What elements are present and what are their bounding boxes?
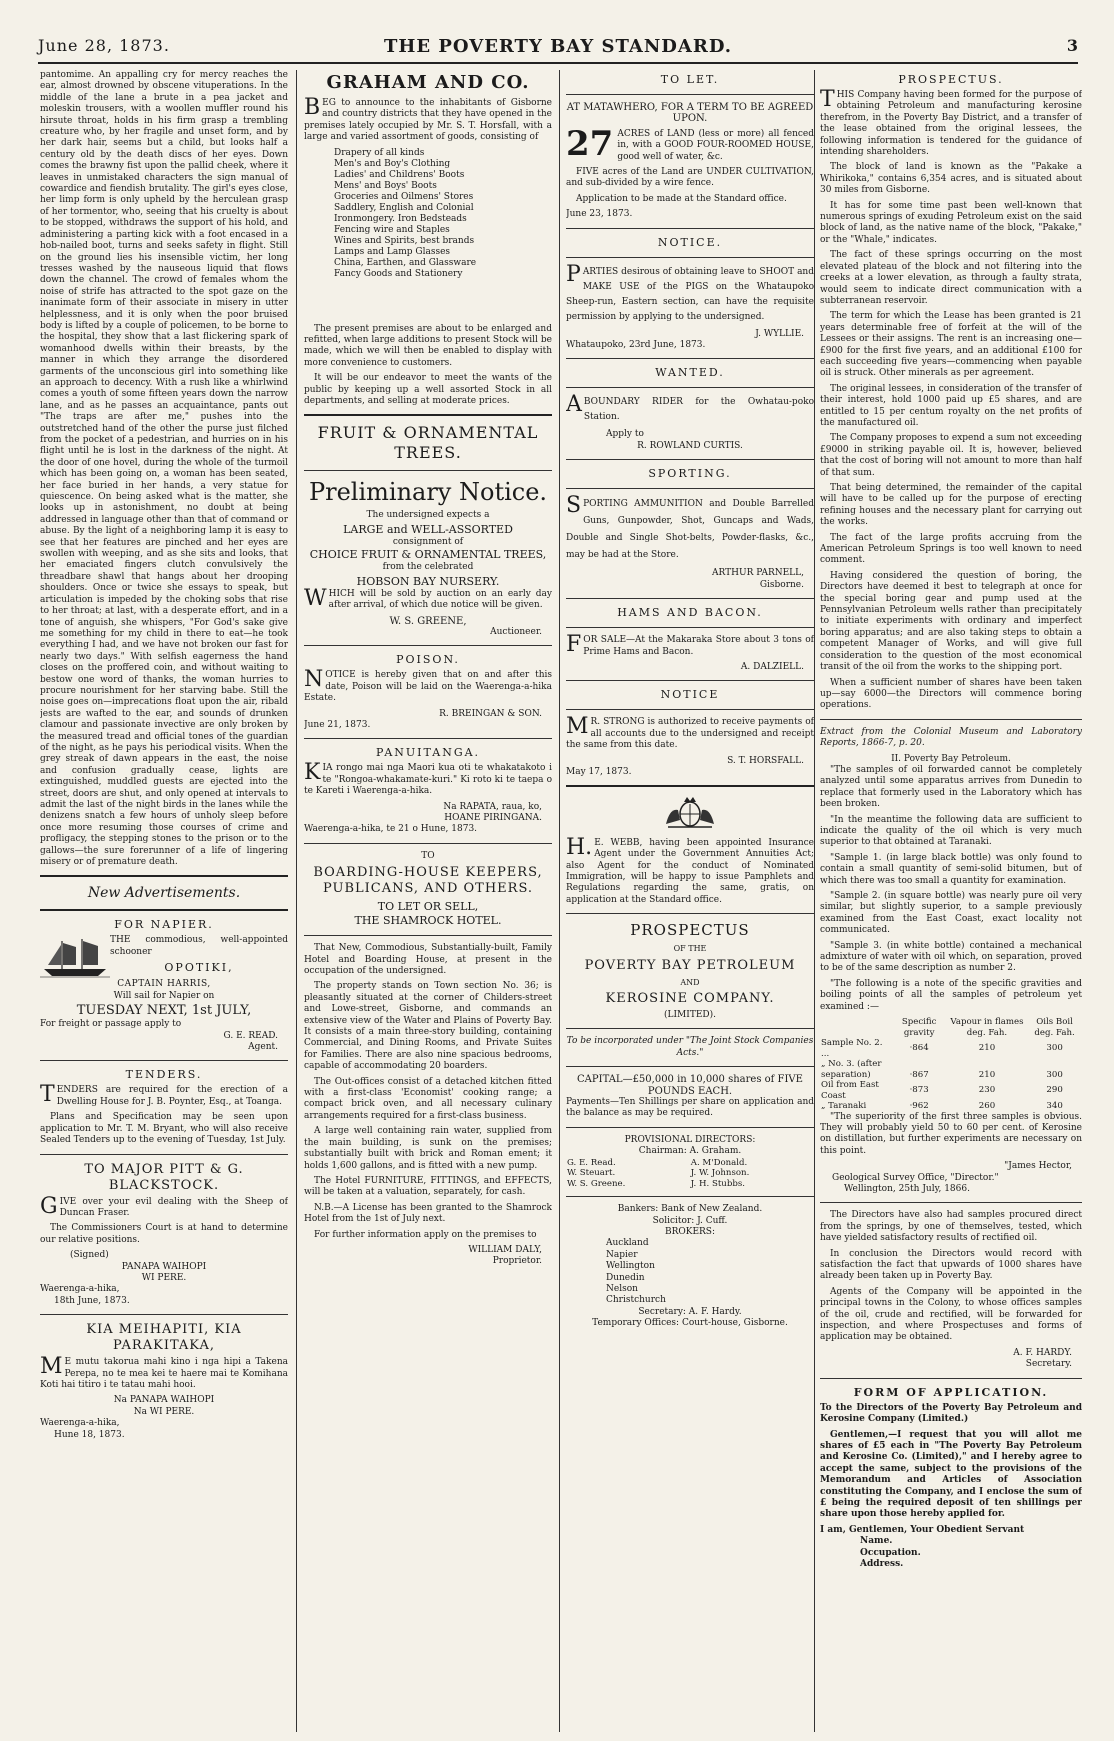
table-cell: 210 [978,1043,996,1054]
ad-line: OF THE [673,944,707,954]
poison-ad [304,653,552,731]
divider [566,257,814,258]
ad-heading: NOTICE [660,688,720,702]
hotel-name: THE SHAMROCK HOTEL. [354,914,502,928]
divider [566,228,814,229]
ad-heading: HAMS AND BACON. [617,606,763,620]
pitt-ad [40,1162,288,1308]
prospectus-article [820,73,1082,1371]
table-cell: Oil from East Coast [821,1080,879,1101]
divider [40,1314,288,1315]
quote-paragraph: "The samples of oil forwarded cannot be completely analyzed until some apparatus arrives from Dunedin to replace that formerly used in the Laboratory which has been broken. [820,764,1082,810]
sporting-ad [566,467,814,591]
signatory: ARTHUR PARNELL, [712,568,804,579]
company-name: POVERTY BAY PETROLEUM [584,957,796,973]
quote-paragraph: "In the meantime the following data are sufficient to indicate the quality of the oil which is very much superior to that obtained at Taranaki. [820,814,1082,848]
broker-city: Auckland [606,1238,649,1249]
solicitor: Solicitor: J. Cuff. [652,1215,728,1226]
agent-role: Agent. [248,1042,278,1053]
secretary: Secretary: A. F. Hardy. [638,1306,742,1317]
sail-line: Will sail for Napier on [113,990,215,1001]
article-paragraph: THIS Company having been formed for the purpose of obtaining Petroleum and manufacturing kerosine therefrom, in the Poverty Bay District, and a transfer of the lease obtained from the original lessees, the following information is tendered for the guidance of intending shareholders. [820,87,1082,158]
place: Gisborne. [759,579,804,590]
ad-heading: PANUITANGA. [375,746,481,760]
column-1 [40,70,288,1732]
broker-city: Dunedin [606,1272,645,1283]
ad-body: H.E. WEBB, having been appointed Insurance Agent under the Government Annuities Act; also Agent for the conduct of Nominated Immigration, will be happy to issue Pamphlets and Regulations regarding the same, gratis, on application at the Standard office. [566,834,814,905]
column-3 [566,70,814,1732]
article-paragraph: The Company proposes to expend a sum not exceeding £9000 in striking payable oil. It is, however, believed that the cost of boring will not amount to more than half of that sum. [820,433,1082,478]
divider [820,1378,1082,1379]
quote-paragraph: "The superiority of the first three samples is obvious. They will probably yield 50 to 60 per cent. of Kerosine on distillation, but further experiments are necessary on this point. [820,1111,1082,1156]
table-row [820,1059,1082,1070]
table-cell: „ Taranaki [821,1101,867,1112]
ad-heading: NOTICE. [657,235,723,249]
form-field-name: Name. [860,1536,893,1547]
list-item: Ladies' and Childrens' Boots [334,169,465,180]
ad-line: The undersigned expects a [366,510,490,521]
signatory: W. S. GREENE, [389,615,467,627]
director: W. S. Greene. [567,1178,626,1189]
divider [304,935,552,936]
directors-heading: PROVISIONAL DIRECTORS: [624,1134,756,1145]
table-row [566,1179,814,1190]
date: June 23, 1873. [566,209,633,220]
article-paragraph: The original lessees, in consideration of the transfer of their interest, hold 1000 paid up £5 shares, and are entitled to 15 per centum royalty on the net profits of the manufactured oil. [820,383,1082,428]
ad-line: AND [680,977,700,987]
ad-heading: TO LET. [660,73,720,86]
to-let-ad [566,73,814,221]
list-item: Saddlery, English and Colonial [334,202,474,213]
ad-line: To be incorporated under "The Joint Stock Companies Acts." [566,1036,814,1058]
article-paragraph: The block of land is known as the "Pakake a Whirikoka," contains 6,354 acres, and is situated about 30 miles from Gisborne. [820,162,1082,196]
ad-body: The Hotel FURNITURE, FITTINGS, and EFFECTS, will be taken at a valuation, separately, for cash. [304,1175,552,1198]
divider [566,1196,814,1197]
signatory: HOANE PIRINGANA. [444,812,542,823]
table-header: Vapour in flames deg. Fah. [950,1017,1024,1038]
ad-heading: KIA MEIHAPITI, KIA PARAKITAKA, [86,1322,242,1354]
ad-body: It will be our endeavor to meet the wants of the public by keeping up a well assorted Stock in all departments, and selling at moderate prices. [304,373,552,407]
place: Waerenga-a-hika, [40,1418,120,1429]
ad-heading: SPORTING. [648,467,732,481]
hams-ad [566,606,814,673]
form-body: Gentlemen,—I request that you will allot me shares of £5 each in "The Poverty Bay Petroleum and Kerosine Co. (Limited)," and I hereby agree to accept the same, subject to the provisions of the Memorandum and Articles of Association constituting the Company, and I enclose the sum of £ being the required deposit of ten shillings per share upon those hereby applied for. [820,1429,1082,1520]
table-header [820,1017,892,1038]
table-header-row [820,1017,1082,1038]
divider [566,488,814,489]
ad-heading: PROSPECTUS. [898,73,1004,86]
signatory-role: Secretary. [1025,1359,1072,1370]
signatory: Na PANAPA WAIHOPI [113,1395,215,1406]
table-header: Oils Boil deg. Fah. [1034,1017,1075,1038]
wanted-ad [566,366,814,452]
graham-ad [304,72,552,407]
divider [820,1202,1082,1203]
place: Waerenga-a-hika, [40,1284,120,1295]
table-cell: ·962 [909,1101,929,1112]
ad-heading: POISON. [396,653,460,667]
list-item: Men's and Boy's Clothing [334,158,451,169]
divider [304,645,552,646]
signatory: Na RAPATA, raua, ko, [443,801,542,812]
date: June 21, 1873. [304,719,371,730]
list-item: China, Earthen, and Glassware [334,257,477,268]
ad-heading: TO [421,850,435,861]
ad-heading: TENDERS. [125,1068,203,1082]
brokers-heading: BROKERS: [664,1226,716,1237]
article-paragraph: That being determined, the remainder of the capital will have to be called up for the purpose of erecting refining houses and the necessary plant for carrying out the works. [820,483,1082,528]
ad-body: FOR SALE—At the Makaraka Store about 3 tons of Prime Hams and Bacon. [566,632,814,658]
ad-body: MR. STRONG is authorized to receive payments of all accounts due to the undersigned and receipt the same from this date. [566,714,814,751]
list-item: Fancy Goods and Stationery [334,268,463,279]
table-row [820,1080,1082,1101]
ad-body: WHICH will be sold by auction on an early day after arrival, of which due notice will be given. [304,585,552,611]
list-item: Mens' and Boys' Boots [334,180,437,191]
divider [304,414,552,416]
column-2 [304,70,552,1732]
ad-body: The Out-offices consist of a detached kitchen fitted with a first-class 'Economist' cooking range; a compact brick oven, and all necessary culinary arrangements required for a first-class business. [304,1076,552,1121]
article-paragraph: When a sufficient number of shares have been taken up—say 6000—the Directors will commence boring operations. [820,677,1082,711]
director: W. Steuart. [567,1168,616,1179]
table-header: Specific gravity [901,1017,937,1038]
signed-label: (Signed) [70,1250,109,1261]
ad-line: CHOICE FRUIT & ORNAMENTAL TREES, [309,548,547,562]
acreage-number: 27 [566,123,614,164]
ad-line: TO LET OR SELL, [377,900,479,914]
quote-paragraph: "Sample 3. (in white bottle) contained a mechanical admixture of water with oil which, on separation, proved to be of the same description as number 2. [820,940,1082,974]
director: G. E. Read. [567,1157,616,1168]
ad-body: For further information apply on the premises to [314,1229,537,1240]
date: 18th June, 1873. [54,1295,130,1306]
captain-name: CAPTAIN HARRIS, [117,979,211,990]
article-paragraph: In conclusion the Directors would record with satisfaction the fact that upwards of 1000 shares have already been taken up in Poverty Bay. [820,1248,1082,1282]
table-cell [892,1059,947,1070]
ad-subheading: AT MATAWHERO, FOR A TERM TO BE AGREED UPON. [566,102,814,125]
ad-heading: WANTED. [655,366,725,380]
offices: Temporary Offices: Court-house, Gisborne. [592,1318,788,1329]
notice-pigs-ad [566,236,814,352]
date: May 17, 1873. [566,766,632,777]
royal-crest-icon [660,794,720,830]
divider [40,909,288,911]
divider [566,627,814,628]
table-cell: „ No. 3. (after [821,1059,882,1070]
form-heading: FORM OF APPLICATION. [853,1385,1049,1399]
quote-paragraph: "Sample 2. (in square bottle) was nearly pure oil very similar, but slightly superior, to a sample previously examined from the East Coast, exact locality not communicated. [820,891,1082,936]
divider [566,94,814,95]
goods-list [304,148,552,280]
divider [566,680,814,681]
quote-paragraph: "The following is a note of the specific gravities and boiling points of all the samples of petroleum yet examined :— [820,978,1082,1012]
page-number: 3 [1066,36,1078,55]
company-name: KEROSINE COMPANY. [605,991,775,1006]
director: J. H. Stubbs. [690,1178,745,1189]
table-cell: 340 [1046,1101,1063,1112]
brokers-list [566,1238,814,1306]
article-paragraph: The fact of the large profits accruing from the American Petroleum Springs is too well known to need comment. [820,532,1082,566]
ad-body: KIA rongo mai nga Maori kua oti te whakatakoto i te "Rongoa-whakamate-kuri." Ki roto ki te taepa o te Kareti i Waerenga-a-hika. [304,760,552,797]
divider [566,913,814,914]
ad-body: NOTICE is hereby given that on and after this date, Poison will be laid on the Waerenga-a-hika Estate. [304,667,552,704]
signatory: A. DALZIELL. [740,661,804,672]
table-cell [1027,1059,1082,1070]
signatory: PANAPA WAIHOPI [121,1261,207,1272]
ad-line: HOBSON BAY NURSERY. [356,574,500,588]
divider [566,358,814,359]
column-rule [814,70,815,1732]
signatory: Na WI PERE. [133,1406,195,1417]
divider [566,459,814,460]
ad-heading: FOR NAPIER. [114,918,214,932]
broker-city: Christchurch [606,1295,666,1306]
story-text: pantomime. An appalling cry for mercy reaches the ear, almost drowned by obscene vituperations. In the middle of the lane a brute in a pea jacket and moleskin trousers, with a woollen muffler round his hirsute throat, holds in his firm grasp a trembling creature who, by her fragile and unset form, and by her dark hair, seems but a child, but looks half a century old by the death discs of her eyes. Down comes the brawny fist upon the pallid cheek, where it leaves in unmistaked characters the sign manual of cowardice and fiendish brutality. The girl's eyes close, her limp form is only upheld by the herculean grasp of her tormentor, who, seeing that his cruelty is about to be stopped, withdraws the support of his hold, and administering a parting kick with a foot encased in a hob-nailed boot, turns and seeks safety in flight. Still on the ground lies his insensible victim, her long tresses washed by the nauseous liquid that flows down the channel. The crowd of females whom the noise of strife has attracted to the spot gaze on the inanimate form of their associate in misery in utter helplessness, and it is only when the poor bruised body is lifted by a couple of policemen, to be borne to the hospital, they show that a last flickering spark of womanhood dwells within their breasts, by the manner in which they arrange the disordered garments of the unconscious girl into something like an approach to decency. With a rush like a whirlwind comes a youth of some fifteen years down the narrow lane, and as he passes an acquaintance, pants out "The traps are after me," pushes into the outstretched hand of the other the purse just filched from the pocket of a pedestrian, and hurries on in his flight until he is lost in the darkness of the night. At the door of one hovel, during the whole of the turmoil which has been going on, a woman has been seated, her face buried in her hands, a very statue for quiescence. On being asked what is the matter, she looks up in astonishment, no doubt at being addressed in language other than that of command or abuse. By the light of a neighboring lamp it is easy to see that her features are pinched and her eyes are swollen with weeping, and as she sits and looks, that her emaciated fingers clutch convulsively the threadbare shawl that hangs about her drooping shoulders. Once or twice she essays to speak, but articulation is impeded by the choking sobs that rise to her throat; at last, with a desperate effort, and in a tone of anguish, she whispers, "For God's sake give me something for my child in there to eat—he took everything I had, and we have not broken our fast for nearly two days." With selfish eagerness the hand closes on the proffered coin, and without waiting to bestow one word of thanks, the woman hurries to procure nourishment for her starving babe. Still the noise goes on—imprecations float upon the air, ribald jests are wafted to the ear, and sounds of drunken clamour and passionate invective are only broken by the measured tread and official tones of the guardian of the night, as he pays his periodical visits. When the grey streak of dawn appears in the east, the noise and confusion gradually cease, lights are extinguished, muddled guests are ejected into the street, doors are shut, and only opened at intervals to admit the last of the night birds in the lanes while the denizens snatch a few hours of unholy sleep before once more resuming those courses of crime and profligacy, the stepping stones to the prison or to the gallows—the sure forerunner of a life of lingering misery or of premature death. [40,70,288,868]
table-cell: 290 [1046,1085,1063,1096]
signatory: WILLIAM DALY, [468,1244,542,1255]
tenders-ad [40,1068,288,1146]
ad-body: TENDERS are required for the erection of a Dwelling House for J. B. Poynter, Esq., at Toanga. [40,1082,288,1108]
extract-source: Extract from the Colonial Museum and Laboratory Reports, 1866-7, p. 20. [820,726,1082,749]
capital-line: CAPITAL—£50,000 in 10,000 shares of FIVE POUNDS EACH. [577,1074,803,1097]
issue-date: June 28, 1873. [38,36,170,55]
new-advertisements-heading: New Advertisements. [87,885,241,902]
form-close: I am, Gentlemen, Your Obedient Servant [820,1524,1025,1535]
column-rule [296,70,297,1732]
ad-heading: GRAHAM AND CO. [326,72,530,93]
ad-line: consignment of [392,536,464,547]
table-cell [947,1059,1027,1070]
ad-body: THE commodious, well-appointed schooner [110,935,288,957]
ad-heading: BOARDING-HOUSE KEEPERS, PUBLICANS, AND OTHERS. [313,865,543,897]
article-paragraph: It has for some time past been well-known that numerous springs of exuding Petroleum exist on the said block of land, as the native name of the block, "Pakake," or the "Whale," indicates. [820,200,1082,245]
divider [566,1127,814,1128]
table-row [820,1070,1082,1081]
divider [566,709,814,710]
ad-body: That New, Commodious, Substantially-built, Family Hotel and Boarding House, at present in the occupation of the undersigned. [304,943,552,976]
notice-strong-ad [566,688,814,778]
divider [40,875,288,877]
divider [566,387,814,388]
table-cell: 260 [978,1101,996,1112]
list-item: Drapery of all kinds [334,147,425,158]
apply-line: For freight or passage apply to [40,1019,182,1030]
date: Waerenga-a-hika, te 21 o Hune, 1873. [304,824,478,835]
napier-ad [40,918,288,1053]
signatory-role: Proprietor. [492,1256,542,1267]
form-field-occupation: Occupation. [860,1547,921,1558]
signatory: S. T. HORSFALL. [727,755,804,766]
ad-body: PARTIES desirous of obtaining leave to SHOOT and MAKE USE of the PIGS on the Whataupoko Sheep-run, Eastern section, can have the requisite permission by applying to the undersigned. [566,261,814,322]
petroleum-prospectus-ad [566,921,814,1329]
director: J. W. Johnson. [690,1168,750,1179]
directors-table [566,1158,814,1190]
broker-city: Nelson [606,1284,638,1294]
shamrock-ad [304,851,552,1268]
table-cell: ·864 [909,1043,929,1054]
ad-body: SPORTING AMMUNITION and Double Barrelled Guns, Gunpowder, Shot, Guncaps and Wads, Double and Single Shot-belts, Powder-flasks, &c., may be had at the Store. [566,493,814,561]
apply-line: Apply to [606,429,644,440]
signatory-role: Auctioneer. [490,626,542,637]
form-fields [820,1536,1082,1570]
column-4 [820,70,1082,1732]
divider [40,1154,288,1155]
divider [820,719,1082,720]
table-cell: ·867 [909,1069,929,1080]
table-cell: 230 [978,1085,996,1096]
webb-ad [566,794,814,906]
signatory: WI PERE. [141,1272,187,1283]
article-paragraph: Agents of the Company will be appointed in the principal towns in the Colony, to whose offices samples of the oil, crude and rectified, will be forwarded for inspection, and where Prospectuses and forms of application may be obtained. [820,1286,1082,1343]
article-paragraph: The term for which the Lease has been granted is 21 years determinable free of forfeit at the will of the Lessees or their assigns. The rent is an increasing one—£900 for the first five years, and an additional £100 for each succeeding five years—commencing when payable oil is struck. Other minerals as per agreement. [820,311,1082,379]
divider [566,1028,814,1029]
payments-line: Payments—Ten Shillings per share on application and the balance as may be required. [566,1097,814,1119]
preliminary-notice-heading: Preliminary Notice. [308,478,548,507]
ad-body: ACRES of LAND (less or more) all fenced in, with a GOOD FOUR-ROOMED HOUSE, good well of water, &c. [617,128,814,162]
article-paragraph: The fact of these springs occurring on the most elevated plateau of the block and not filtering into the creeks at a lower elevation, as through a faulty strata, would seem to indicate direct communication with a subterranean reservoir. [820,250,1082,306]
sail-date: TUESDAY NEXT, 1st JULY, [76,1003,252,1019]
ad-body: Application to be made at the Standard office. [576,193,787,204]
ad-body: The Commissioners Court is at hand to determine our relative positions. [40,1223,288,1245]
table-cell: 300 [1046,1043,1063,1054]
ad-line: from the celebrated [382,562,474,573]
date: Whataupoko, 23rd June, 1873. [566,340,706,351]
list-item: Groceries and Oilmens' Stores [334,191,474,202]
signatory: A. F. HARDY. [1013,1347,1072,1358]
section-heading: II. Poverty Bay Petroleum. [891,753,1011,764]
divider [566,1066,814,1067]
list-item: Ironmongery. Iron Bedsteads [334,213,467,224]
divider [40,1060,288,1061]
ad-body: ABOUNDARY RIDER for the Owhatau-poko Station. [566,392,814,423]
signatory: J. WYLLIE. [755,328,804,339]
column-rule [559,70,560,1732]
table-cell: ·873 [909,1085,929,1096]
broker-city: Wellington [606,1261,655,1272]
signatory: R. BREINGAN & SON. [439,708,542,719]
table-cell: 210 [978,1069,996,1080]
quote-paragraph: "Sample 1. (in large black bottle) was only found to contain a small quantity of semi-solid bitumen, but of which there was too small a quantity for examination. [820,852,1082,886]
divider [566,598,814,599]
ad-body: The property stands on Town section No. 36; is pleasantly situated at the corner of Childers-street and Lowe-street, Gisborne, and commands an extensive view of the Water and Plains of Poverty Bay. It consists of a main three-story building, containing Commercial, and Dining Rooms, and Private Suites for Families. There are also nine spacious bedrooms, capable of accommodating 20 boarders. [304,981,552,1072]
ad-body: FIVE acres of the Land are UNDER CULTIVATION, and sub-divided by a wire fence. [566,167,814,189]
panuitanga-ad [304,746,552,835]
table-cell: separation) [821,1069,871,1080]
ad-body: N.B.—A License has been granted to the Shamrock Hotel from the 1st of July next. [304,1202,552,1225]
signatory: "James Hector, [1004,1161,1072,1172]
table-row [566,1168,814,1179]
article-paragraph: The Directors have also had samples procured direct from the springs, by one of themselves, tested, which have yielded satisfactory results of rectified oil. [820,1210,1082,1244]
table-row [820,1101,1082,1112]
date: Hune 18, 1873. [54,1429,125,1440]
newspaper-title: THE POVERTY BAY STANDARD. [383,36,733,57]
ad-line: LARGE and WELL-ASSORTED [343,522,513,536]
article-paragraph: Having considered the question of boring, the Directors have deemed it best to telegraph at once for the special boring gear and pump used at the Pennsylvanian Petroleum wells rather than precipitately to initiate experiments with ordinary and imperfect boring apparatus; and are also taking steps to obtain a competent Manager of Works, and will give full consideration to the question of the most economical transit of the oil from the works to the shipping port. [820,570,1082,673]
signatory-office: Geological Survey Office, "Director." [832,1172,999,1183]
bankers: Bankers: Bank of New Zealand. [617,1204,763,1215]
list-item: Lamps and Lamp Glasses [334,246,451,257]
ship-icon [40,935,110,979]
ad-heading: FRUIT & ORNAMENTAL TREES. [317,423,539,463]
petroleum-table [820,1017,1082,1112]
form-addressee: To the Directors of the Poverty Bay Petroleum and Kerosine Company (Limited.) [820,1402,1082,1425]
ad-heading: TO MAJOR PITT & G. BLACKSTOCK. [84,1161,244,1193]
director: A. M'Donald. [690,1157,748,1168]
broker-city: Napier [606,1249,638,1260]
table-cell: Sample No. 2. ... [821,1038,883,1059]
application-form [820,1386,1082,1571]
fruit-trees-ad [304,423,552,638]
list-item: Wines and Spirits, best brands [334,235,475,246]
table-row [820,1038,1082,1059]
masthead [38,36,1078,64]
divider [304,843,552,844]
ad-body: GIVE over your evil dealing with the Sheep of Duncan Fraser. [40,1193,288,1219]
kia-ad [40,1322,288,1441]
ad-body: A large well containing rain water, supplied from the main building, is sunk on the premises; substantially built with brick and Roman ement; it holds 1,600 gallons, and is fitted with a new pump. [304,1126,552,1171]
agent-name: G. E. READ. [223,1030,278,1041]
ad-body: Plans and Specification may be seen upon application to Mr. T. M. Bryant, who will also receive Sealed Tenders up to the evening of Tuesday, 1st July. [40,1112,288,1146]
divider [566,785,814,787]
table-cell: 300 [1046,1069,1063,1080]
divider [304,470,552,471]
chairman: Chairman: A. Graham. [638,1146,742,1157]
ad-body: The present premises are about to be enlarged and refitted, when large additions to present Stock will be made, which we will then be enabled to display with more convenience to customers. [304,323,552,368]
table-row [566,1158,814,1169]
signatory: R. ROWLAND CURTIS. [637,440,743,451]
ad-line: (LIMITED). [664,1010,716,1020]
date: Wellington, 25th July, 1866. [844,1184,970,1194]
ad-body: ME mutu takorua mahi kino i nga hipi a Takena Perepa, no te mea kei te haere mai te Komihana Koti hai titiro i te tatau mahi hooi. [40,1354,288,1390]
divider [304,738,552,739]
ad-body: BEG to announce to the inhabitants of Gisborne and country districts that they have opened in the premises lately occupied by Mr. S. T. Horsfall, with a large and varied assortment of goods, consisting of [304,95,552,143]
form-field-address: Address. [860,1558,904,1569]
list-item: Fencing wire and Staples [334,224,450,235]
ad-heading: PROSPECTUS [630,921,750,940]
ship-name: OPOTIKI, [164,961,234,975]
